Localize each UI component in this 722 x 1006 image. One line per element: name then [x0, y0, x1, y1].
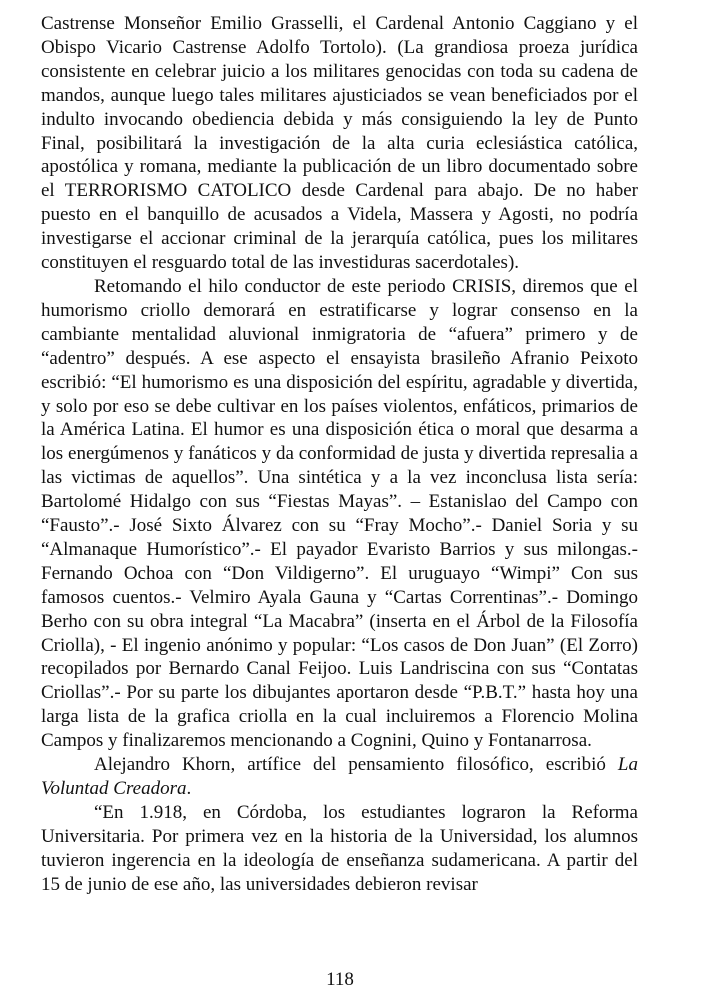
page-number: 118	[326, 969, 354, 990]
paragraph-3	[41, 753, 638, 801]
paragraph-3-end: .	[186, 778, 192, 799]
paragraph-1: Castrense Monseñor Emilio Grasselli, el Cardenal Antonio Caggiano y el Obispo Vicario Castrense Adolfo Tortolo). (La grandiosa proeza jurídica consistente en celebrar juicio a los militares genocidas con toda su cadena de mandos, aunque luego tales militares ajusticiados se vean beneficiados por el indulto invocando obediencia debida y más consiguiendo la ley de Punto Final, posibilitará la investigación de la alta curia eclesiástica católica, apostólica y romana, mediante la publicación de un libro documentado sobre el TERRORISMO CATOLICO desde Cardenal para abajo. De no haber puesto en el banquillo de acusados a Videla, Massera y Agosti, no podría investigarse el accionar criminal de la jerarquía católica, pues los militares constituyen el resguardo total de las investiduras sacerdotales).	[41, 13, 638, 274]
book-title: La Voluntad Creadora	[41, 754, 638, 799]
paragraph-2: Retomando el hilo conductor de este periodo CRISIS, diremos que el humorismo criollo demorará en estratificarse y lograr consenso en la cambiante mentalidad aluvional inmigratoria de “afuera” primero y de “adentro” después. A ese aspecto el ensayista brasileño Afranio Peixoto escribió: “El humorismo es una disposición del espíritu, agradable y divertida, y solo por eso se debe cultivar en los países violentos, enfáticos, primarios de la América Latina. El humor es una disposición ética o moral que desarma a los energúmenos y fanáticos y da conformidad de justa y divertida represalia a las victimas de aquellos”. Una sintética y a la vez inconclusa lista sería: Bartolomé Hidalgo con sus “Fiestas Mayas”. – Estanislao del Campo con “Fausto”.- José Sixto Álvarez con su “Fray Mocho”.- Daniel Soria y su “Almanaque Humorístico”.- El payador Evaristo Barrios y sus milongas.- Fernando Ochoa con “Don Vildigerno”. El uruguayo “Wimpi” Con sus famosos cuentos.- Velmiro Ayala Gauna y “Cartas Correntinas”.- Domingo Berho con su obra integral “La Macabra” (inserta en el Árbol de la Filosofía Criolla), - El ingenio anónimo y popular: “Los casos de Don Juan” (El Zorro) recopilados por Bernardo Canal Feijoo. Luis Landriscina con sus “Contatas Criollas”.- Por su parte los dibujantes aportaron desde “P.B.T.” hasta hoy una larga lista de la grafica criolla en la cual incluiremos a Florencio Molina Campos y finalizaremos mencionando a Cognini, Quino y Fontanarrosa.	[41, 275, 638, 752]
paragraph-4: “En 1.918, en Córdoba, los estudiantes lograron la Reforma Universitaria. Por primera vez en la historia de la Universidad, los alumnos tuvieron ingerencia en la ideología de enseñanza sudamericana. A partir del 15 de junio de ese año, las universidades debieron revisar	[41, 801, 638, 895]
document-page	[41, 12, 638, 897]
paragraph-3-text: Alejandro Khorn, artífice del pensamiento filosófico, escribió	[94, 754, 618, 776]
